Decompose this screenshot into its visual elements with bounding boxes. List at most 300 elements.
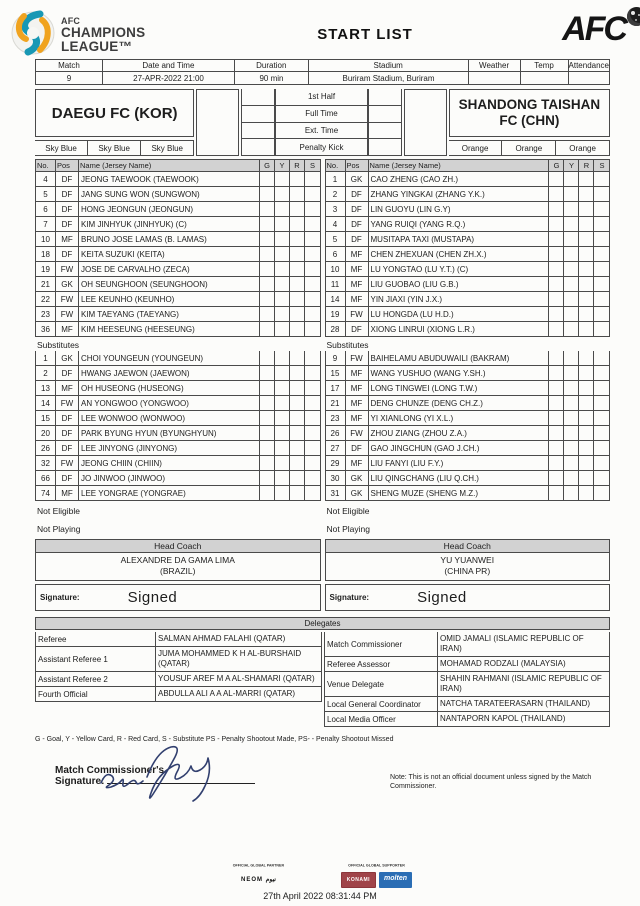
sub-cell — [594, 232, 609, 246]
home-head-coach-label: Head Coach — [36, 540, 320, 553]
player-number: 7 — [36, 217, 56, 231]
supporter-header: OFFICIAL GLOBAL SUPPORTER — [348, 864, 405, 868]
player-position: FW — [56, 456, 79, 470]
delegate-name: ABDULLA ALI A A AL-MARRI (QATAR) — [158, 689, 296, 698]
player-name: OH SEUNGHOON (SEUNGHOON) — [79, 277, 260, 291]
date-col-header: Date and Time — [103, 59, 235, 72]
stadium-col-header: Stadium — [309, 59, 469, 72]
match-attendance — [569, 72, 610, 85]
goal-cell — [260, 441, 275, 455]
player-position: MF — [346, 411, 369, 425]
away-head-coach-label: Head Coach — [326, 540, 610, 553]
player-row — [325, 202, 611, 217]
delegate-name: JUMA MOHAMMED K H AL-BURSHAID (QATAR) — [158, 649, 302, 668]
player-row — [35, 411, 321, 426]
sponsor-logos — [209, 864, 431, 888]
delegate-row — [324, 657, 610, 672]
player-position: DF — [346, 187, 369, 201]
match-temp — [521, 72, 569, 85]
red-cell — [579, 277, 594, 291]
yellow-cell — [564, 247, 579, 261]
player-row — [325, 232, 611, 247]
player-name: HONG JEONGUN (JEONGUN) — [79, 202, 260, 216]
player-name: BRUNO JOSE LAMAS (B. LAMAS) — [79, 232, 260, 246]
commissioner-label-line2: Signature: — [55, 776, 105, 787]
goal-cell — [549, 187, 564, 201]
home-score-cell — [241, 89, 275, 106]
sub-cell — [594, 262, 609, 276]
sub-cell — [594, 366, 609, 380]
player-number: 11 — [326, 277, 346, 291]
col-name: Name (Jersey Name) — [369, 160, 550, 171]
goal-cell — [549, 202, 564, 216]
player-number: 23 — [36, 307, 56, 321]
coaches-section — [35, 539, 610, 611]
player-position: FW — [56, 292, 79, 306]
match-stadium: Buriram Stadium, Buriram — [309, 72, 469, 85]
player-number: 23 — [326, 411, 346, 425]
red-cell — [579, 262, 594, 276]
player-row — [325, 351, 611, 366]
commissioner-note: Note: This is not an official document unless signed by the Match Commissioner. — [390, 774, 592, 791]
sub-cell — [594, 351, 609, 365]
molten-logo: molten — [379, 872, 412, 888]
afc-logo: AFC — [530, 8, 626, 46]
goal-cell — [549, 411, 564, 425]
yellow-cell — [564, 411, 579, 425]
away-signature-label: Signature: — [329, 593, 370, 602]
player-row — [35, 217, 321, 232]
delegate-name: NATCHA TARATEERASARN (THAILAND) — [440, 699, 591, 708]
match-col-header: Match — [35, 59, 103, 72]
away-score-cell — [368, 123, 402, 140]
red-cell — [290, 471, 305, 485]
player-row — [325, 217, 611, 232]
commissioners-table — [324, 632, 610, 727]
goal-cell — [549, 456, 564, 470]
signature-line — [107, 783, 255, 784]
home-not-eligible-label: Not Eligible — [37, 506, 80, 516]
player-number: 26 — [326, 426, 346, 440]
red-cell — [579, 292, 594, 306]
player-row — [35, 486, 321, 501]
home-kit-colors — [35, 140, 194, 156]
match-info-table — [35, 59, 610, 85]
player-row — [35, 262, 321, 277]
yellow-cell — [564, 187, 579, 201]
home-score-cell — [241, 106, 275, 123]
player-position: MF — [346, 381, 369, 395]
player-number: 15 — [36, 411, 56, 425]
away-signature-box — [325, 584, 611, 611]
player-position: DF — [56, 411, 79, 425]
player-row — [325, 307, 611, 322]
col-name: Name (Jersey Name) — [79, 160, 260, 171]
player-name: YI XIANLONG (YI X.L.) — [369, 411, 550, 425]
kit-color-cell: Sky Blue — [141, 140, 194, 156]
sub-cell — [305, 322, 320, 336]
delegate-row — [324, 672, 610, 697]
sub-cell — [594, 277, 609, 291]
goal-cell — [549, 307, 564, 321]
home-head-coach-country: (BRAZIL) — [160, 566, 196, 577]
sub-cell — [305, 366, 320, 380]
home-signature-label: Signature: — [40, 593, 80, 602]
yellow-cell — [275, 187, 290, 201]
player-number: 36 — [36, 322, 56, 336]
sub-cell — [305, 307, 320, 321]
away-signature-value: Signed — [417, 589, 467, 606]
player-number: 66 — [36, 471, 56, 485]
period-label: Full Time — [275, 106, 368, 123]
player-name: LONG TINGWEI (LONG T.W.) — [369, 381, 550, 395]
home-signature-value: Signed — [127, 589, 178, 606]
print-timestamp: 27th April 2022 08:31:44 PM — [263, 891, 377, 901]
away-score-cell — [368, 139, 402, 156]
kit-color-cell: Sky Blue — [88, 140, 141, 156]
home-substitutes-table — [35, 351, 321, 501]
delegate-role: Local General Coordinator — [325, 697, 438, 711]
player-number: 6 — [326, 247, 346, 261]
sub-cell — [594, 381, 609, 395]
player-row — [35, 396, 321, 411]
player-position: GK — [56, 277, 79, 291]
yellow-cell — [564, 471, 579, 485]
red-cell — [290, 202, 305, 216]
teams-header — [35, 89, 610, 156]
away-starters-table — [325, 172, 611, 337]
player-position: MF — [56, 486, 79, 500]
yellow-cell — [564, 217, 579, 231]
player-number: 27 — [326, 441, 346, 455]
player-name: ZHANG YINGKAI (ZHANG Y.K.) — [369, 187, 550, 201]
score-table — [241, 89, 402, 156]
red-cell — [579, 232, 594, 246]
match-weather — [469, 72, 521, 85]
player-position: MF — [346, 396, 369, 410]
home-not-playing-label: Not Playing — [37, 524, 81, 534]
col-goal: G — [549, 160, 564, 171]
yellow-cell — [564, 396, 579, 410]
player-position: DF — [346, 441, 369, 455]
sub-cell — [594, 172, 609, 186]
delegate-name: SHAHIN RAHMANI (ISLAMIC REPUBLIC OF IRAN) — [440, 674, 602, 693]
goal-cell — [260, 247, 275, 261]
player-position: GK — [346, 486, 369, 500]
commissioner-label-line1: Match Commissioner's — [55, 765, 165, 776]
player-name: JOSE DE CARVALHO (ZECA) — [79, 262, 260, 276]
player-name: OH HUSEONG (HUSEONG) — [79, 381, 260, 395]
red-cell — [290, 456, 305, 470]
player-position: DF — [346, 217, 369, 231]
red-cell — [579, 411, 594, 425]
player-name: YIN JIAXI (YIN J.X.) — [369, 292, 550, 306]
red-cell — [290, 381, 305, 395]
player-number: 14 — [36, 396, 56, 410]
player-position: MF — [346, 262, 369, 276]
goal-cell — [549, 366, 564, 380]
player-number: 15 — [326, 366, 346, 380]
red-cell — [290, 351, 305, 365]
player-position: FW — [56, 262, 79, 276]
score-row — [241, 139, 402, 156]
goal-cell — [549, 471, 564, 485]
goal-cell — [260, 366, 275, 380]
player-position: DF — [56, 202, 79, 216]
yellow-cell — [275, 366, 290, 380]
partner-header: OFFICIAL GLOBAL PARTNER — [232, 864, 285, 868]
match-datetime: 27-APR-2022 21:00 — [103, 72, 235, 85]
player-row — [35, 292, 321, 307]
red-cell — [579, 471, 594, 485]
player-row — [35, 307, 321, 322]
sub-cell — [594, 396, 609, 410]
player-number: 28 — [326, 322, 346, 336]
yellow-cell — [275, 202, 290, 216]
player-name: LIU FANYI (LIU F.Y.) — [369, 456, 550, 470]
player-number: 4 — [326, 217, 346, 231]
goal-cell — [549, 381, 564, 395]
konami-logo: KONAMI — [341, 872, 376, 888]
player-name: CHEN ZHEXUAN (CHEN ZH.X.) — [369, 247, 550, 261]
period-label: Ext. Time — [275, 123, 368, 140]
goal-cell — [549, 322, 564, 336]
col-red: R — [579, 160, 594, 171]
goal-cell — [549, 172, 564, 186]
away-columns-header — [325, 159, 611, 172]
goal-cell — [260, 381, 275, 395]
player-position: DF — [56, 217, 79, 231]
document-header — [0, 0, 640, 56]
player-number: 30 — [326, 471, 346, 485]
player-name: LIU QINGCHANG (LIU Q.CH.) — [369, 471, 550, 485]
delegate-row — [35, 647, 322, 672]
away-not-playing-label: Not Playing — [326, 524, 370, 534]
player-number: 18 — [36, 247, 56, 261]
player-name: WANG YUSHUO (WANG Y.SH.) — [369, 366, 550, 380]
player-row — [35, 351, 321, 366]
red-cell — [579, 486, 594, 500]
red-cell — [290, 262, 305, 276]
yellow-cell — [564, 456, 579, 470]
sub-cell — [594, 486, 609, 500]
player-number: 21 — [36, 277, 56, 291]
player-number: 1 — [36, 351, 56, 365]
yellow-cell — [275, 426, 290, 440]
player-number: 2 — [36, 366, 56, 380]
player-position: DF — [56, 172, 79, 186]
yellow-cell — [275, 381, 290, 395]
yellow-cell — [564, 322, 579, 336]
temp-col-header: Temp — [521, 59, 569, 72]
kit-color-cell: Orange — [449, 140, 503, 156]
red-cell — [579, 441, 594, 455]
sub-cell — [594, 322, 609, 336]
player-position: DF — [56, 366, 79, 380]
player-position: GK — [346, 172, 369, 186]
home-score-cell — [241, 123, 275, 140]
sub-cell — [305, 172, 320, 186]
yellow-cell — [564, 202, 579, 216]
goal-cell — [260, 217, 275, 231]
player-row — [35, 187, 321, 202]
player-number: 17 — [326, 381, 346, 395]
player-row — [325, 471, 611, 486]
goal-cell — [260, 351, 275, 365]
away-player-section — [325, 159, 611, 534]
sub-cell — [594, 456, 609, 470]
player-row — [35, 247, 321, 262]
delegate-role: Match Commissioner — [325, 632, 438, 656]
player-number: 5 — [326, 232, 346, 246]
yellow-cell — [564, 351, 579, 365]
sub-cell — [594, 307, 609, 321]
document-footer — [0, 864, 640, 901]
red-cell — [290, 217, 305, 231]
delegate-role: Local Media Officer — [325, 712, 438, 726]
sub-cell — [305, 217, 320, 231]
kit-color-cell: Orange — [502, 140, 556, 156]
red-cell — [290, 322, 305, 336]
goal-cell — [549, 277, 564, 291]
delegate-role: Referee Assessor — [325, 657, 438, 671]
player-number: 31 — [326, 486, 346, 500]
yellow-cell — [275, 232, 290, 246]
player-row — [325, 426, 611, 441]
red-cell — [579, 381, 594, 395]
home-signature-box — [35, 584, 321, 611]
goal-cell — [549, 426, 564, 440]
player-row — [325, 486, 611, 501]
yellow-cell — [564, 262, 579, 276]
player-row — [35, 381, 321, 396]
goal-cell — [549, 441, 564, 455]
goal-cell — [549, 247, 564, 261]
col-yellow: Y — [564, 160, 579, 171]
yellow-cell — [564, 441, 579, 455]
home-columns-header — [35, 159, 321, 172]
yellow-cell — [275, 396, 290, 410]
player-name: CHOI YOUNGEUN (YOUNGEUN) — [79, 351, 260, 365]
player-position: GK — [56, 351, 79, 365]
delegate-role: Assistant Referee 1 — [36, 647, 156, 671]
col-no: No. — [326, 160, 346, 171]
player-position: FW — [56, 396, 79, 410]
player-number: 6 — [36, 202, 56, 216]
away-score-cell — [368, 106, 402, 123]
col-red: R — [290, 160, 305, 171]
delegate-row — [324, 712, 610, 727]
player-number: 9 — [326, 351, 346, 365]
red-cell — [290, 411, 305, 425]
goal-cell — [549, 217, 564, 231]
sub-cell — [594, 426, 609, 440]
sub-cell — [305, 471, 320, 485]
home-team-box — [35, 89, 194, 156]
player-position: FW — [346, 426, 369, 440]
player-position: MF — [56, 381, 79, 395]
red-cell — [579, 307, 594, 321]
home-score-cell — [241, 139, 275, 156]
away-head-coach-country: (CHINA PR) — [444, 566, 491, 577]
sub-cell — [305, 486, 320, 500]
player-name: YANG RUIQI (YANG R.Q.) — [369, 217, 550, 231]
player-position: GK — [346, 471, 369, 485]
player-position: DF — [56, 187, 79, 201]
player-number: 5 — [36, 187, 56, 201]
player-position: FW — [346, 351, 369, 365]
player-row — [325, 322, 611, 337]
player-number: 32 — [36, 456, 56, 470]
player-position: DF — [346, 232, 369, 246]
delegate-name: MOHAMAD RODZALI (MALAYSIA) — [440, 659, 566, 668]
away-substitutes-label: Substitutes — [326, 340, 369, 350]
player-name: JANG SUNG WON (SUNGWON) — [79, 187, 260, 201]
goal-cell — [260, 262, 275, 276]
global-partner-column — [209, 864, 308, 883]
player-name: PARK BYUNG HYUN (BYUNGHYUN) — [79, 426, 260, 440]
home-substitutes-label: Substitutes — [37, 340, 80, 350]
goal-cell — [260, 172, 275, 186]
period-label: Penalty Kick — [275, 139, 368, 156]
red-cell — [290, 426, 305, 440]
player-name: JEONG TAEWOOK (TAEWOOK) — [79, 172, 260, 186]
player-name: DENG CHUNZE (DENG CH.Z.) — [369, 396, 550, 410]
away-coach-block — [325, 539, 611, 611]
home-player-section — [35, 159, 321, 534]
player-row — [325, 262, 611, 277]
player-number: 2 — [326, 187, 346, 201]
player-name: JO JINWOO (JINWOO) — [79, 471, 260, 485]
yellow-cell — [275, 456, 290, 470]
delegate-role: Venue Delegate — [325, 672, 438, 696]
player-position: DF — [56, 426, 79, 440]
red-cell — [579, 366, 594, 380]
score-row — [241, 89, 402, 106]
sub-cell — [305, 456, 320, 470]
player-position: FW — [56, 307, 79, 321]
global-supporter-column — [322, 864, 431, 888]
red-cell — [290, 396, 305, 410]
yellow-cell — [564, 486, 579, 500]
player-name: MUSITAPA TAXI (MUSTAPA) — [369, 232, 550, 246]
home-head-coach-name: ALEXANDRE DA GAMA LIMA — [120, 555, 235, 565]
sub-cell — [305, 396, 320, 410]
home-coach-block — [35, 539, 321, 611]
player-row — [35, 456, 321, 471]
player-position: DF — [56, 441, 79, 455]
red-cell — [290, 441, 305, 455]
goal-cell — [260, 322, 275, 336]
delegate-name: YOUSUF AREF M A AL-SHAMARI (QATAR) — [158, 674, 315, 683]
neom-logo: NEOM نيوم — [241, 877, 276, 883]
col-sub: S — [309, 161, 315, 170]
acl-logo — [10, 8, 200, 63]
player-number: 14 — [326, 292, 346, 306]
yellow-cell — [275, 247, 290, 261]
player-row — [35, 232, 321, 247]
sub-cell — [305, 411, 320, 425]
match-number: 9 — [35, 72, 103, 85]
col-pos: Pos — [346, 160, 369, 171]
yellow-cell — [275, 172, 290, 186]
away-spacer-cell — [404, 89, 447, 156]
score-row — [241, 123, 402, 140]
player-number: 10 — [36, 232, 56, 246]
red-cell — [579, 187, 594, 201]
player-row — [325, 456, 611, 471]
delegate-row — [35, 632, 322, 647]
